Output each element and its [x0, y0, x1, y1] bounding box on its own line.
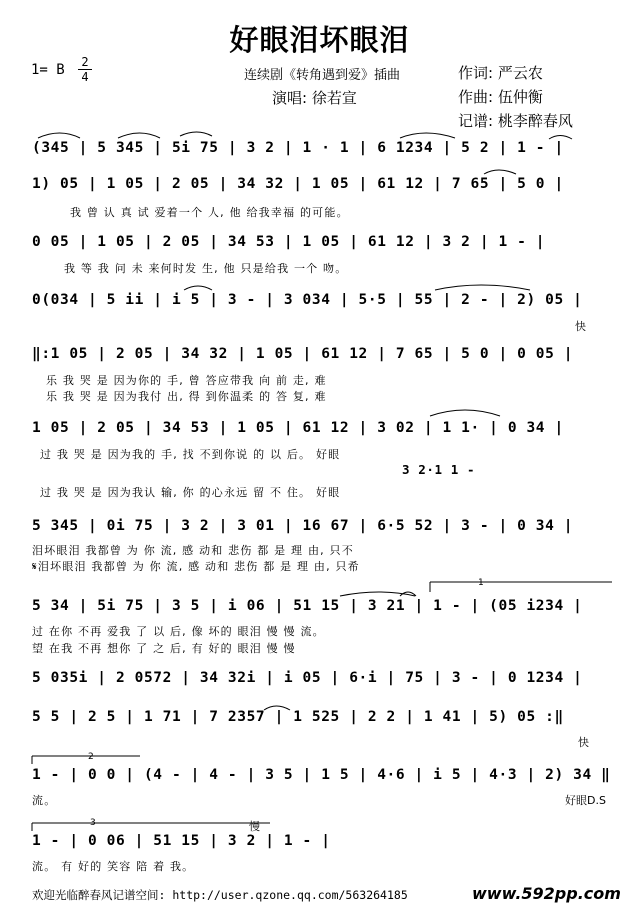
lyrics-row-7-verse-2: 𝄋泪坏眼泪 我都曾 为 你 流, 感 动和 悲伤 都 是 理 由, 只希 — [32, 560, 360, 573]
score-row-6: 1 05 | 2 05 | 34 53 | 1 05 | 61 12 | 3 02 | 1 1· | 0 34 | — [32, 420, 564, 436]
score-row-7: 5 345 | 0i 75 | 3 2 | 3 01 | 16 67 | 6·5 52 | 3 - | 0 34 | — [32, 518, 574, 534]
time-signature-top: 2 — [81, 55, 89, 69]
key-signature: 1= B — [31, 62, 65, 78]
score-row-12: 1 - | 0 06 | 51 15 | 3 2 | 1 - | — [32, 833, 331, 849]
lyrics-row-12: 流。 有 好的 笑容 陪 着 我。 — [32, 860, 195, 873]
lyricist-credit: 作词: 严云农 — [458, 64, 543, 82]
score-row-1: (345 | 5 345 | 5i 75 | 3 2 | 1 · 1 | 6 1234 | 5 2 | 1 - | — [32, 140, 564, 156]
lyrics-row-7-verse-1: 泪坏眼泪 我都曾 为 你 流, 感 动和 悲伤 都 是 理 由, 只不 — [32, 544, 354, 557]
score-row-3: 0 05 | 1 05 | 2 05 | 34 53 | 1 05 | 61 12 | 3 2 | 1 - | — [32, 234, 546, 250]
lyrics-row-2: 我 曾 认 真 试 爱着一个 人, 他 给我幸福 的可能。 — [70, 206, 349, 219]
slur — [184, 286, 212, 290]
volta-3-label: 3 — [90, 818, 96, 828]
volta-1-label: 1 — [478, 578, 484, 588]
site-logo: www.592pp.com — [472, 884, 621, 903]
slur — [484, 170, 516, 174]
score-row-8: 5 34 | 5i 75 | 3 5 | i 06 | 51 15 | 3 21 | 1 - | (05 i234 | — [32, 598, 583, 614]
slur — [180, 132, 212, 136]
score-row-10: 5 5 | 2 5 | 1 71 | 7 2357 | 1 525 | 2 2 | 1 41 | 5) 05 :‖ — [32, 709, 564, 725]
slur — [118, 133, 160, 138]
score-row-2: 1) 05 | 1 05 | 2 05 | 34 32 | 1 05 | 61 12 | 7 65 | 5 0 | — [32, 176, 564, 192]
alternate-ending-notes: 3 2·1 1 - — [402, 462, 476, 477]
transcriber-credit: 记谱: 桃李醉春风 — [458, 112, 573, 130]
lyrics-row-3: 我 等 我 问 未 来何时发 生, 他 只是给我 一个 吻。 — [64, 262, 348, 275]
slur — [264, 706, 290, 710]
lyrics-row-6-verse-1: 过 我 哭 是 因为我的 手, 找 不到你说 的 以 后。 好眼 — [40, 448, 341, 461]
tempo-mark-fast-2: 快 — [578, 736, 589, 749]
slur — [38, 133, 80, 138]
tempo-mark-fast: 快 — [575, 320, 586, 333]
tempo-mark-slow: 慢 — [249, 820, 260, 833]
da-segno-mark: 好眼D.S — [565, 794, 606, 807]
volta-2-label: 2 — [88, 752, 94, 762]
slur — [549, 136, 572, 140]
lyrics-row-8-verse-1: 过 在你 不再 爱我 了 以 后, 像 坏的 眼泪 慢 慢 流。 — [32, 625, 325, 638]
composer-credit: 作曲: 伍仲衡 — [458, 88, 543, 106]
lyrics-row-5-verse-2: 乐 我 哭 是 因为我付 出, 得 到你温柔 的 答 复, 难 — [46, 390, 327, 403]
lyrics-row-8-verse-2: 望 在我 不再 想你 了 之 后, 有 好的 眼泪 慢 慢 — [32, 642, 296, 655]
lyrics-row-6-verse-2: 过 我 哭 是 因为我认 输, 你 的心永远 留 不 住。 好眼 — [40, 486, 341, 499]
slur — [430, 410, 500, 416]
lyrics-row-5-verse-1: 乐 我 哭 是 因为你的 手, 曾 答应带我 向 前 走, 难 — [46, 374, 327, 387]
score-row-11: 1 - | 0 0 | (4 - | 4 - | 3 5 | 1 5 | 4·6 | i 5 | 4·3 | 2) 34 ‖ — [32, 767, 611, 783]
footer-url[interactable]: 欢迎光临醉春风记谱空间: http://user.qzone.qq.com/563264185 — [32, 888, 408, 902]
score-row-9: 5 035i | 2 0572 | 34 32i | i 05 | 6·i | 75 | 3 - | 0 1234 | — [32, 670, 583, 686]
lyrics-row-11-left: 流。 — [32, 794, 57, 807]
song-title: 好眼泪坏眼泪 — [229, 23, 410, 57]
slur — [400, 133, 455, 138]
source-note: 连续剧《转角遇到爱》插曲 — [244, 68, 401, 83]
score-row-5: ‖:1 05 | 2 05 | 34 32 | 1 05 | 61 12 | 7 65 | 5 0 | 0 05 | — [32, 346, 574, 362]
score-row-4: 0(034 | 5 ii | i 5 | 3 - | 3 034 | 5·5 | 55 | 2 - | 2) 05 | — [32, 292, 583, 308]
time-signature-bottom: 4 — [81, 70, 89, 84]
slur — [435, 285, 530, 290]
singer-credit: 演唱: 徐若宣 — [272, 89, 357, 107]
